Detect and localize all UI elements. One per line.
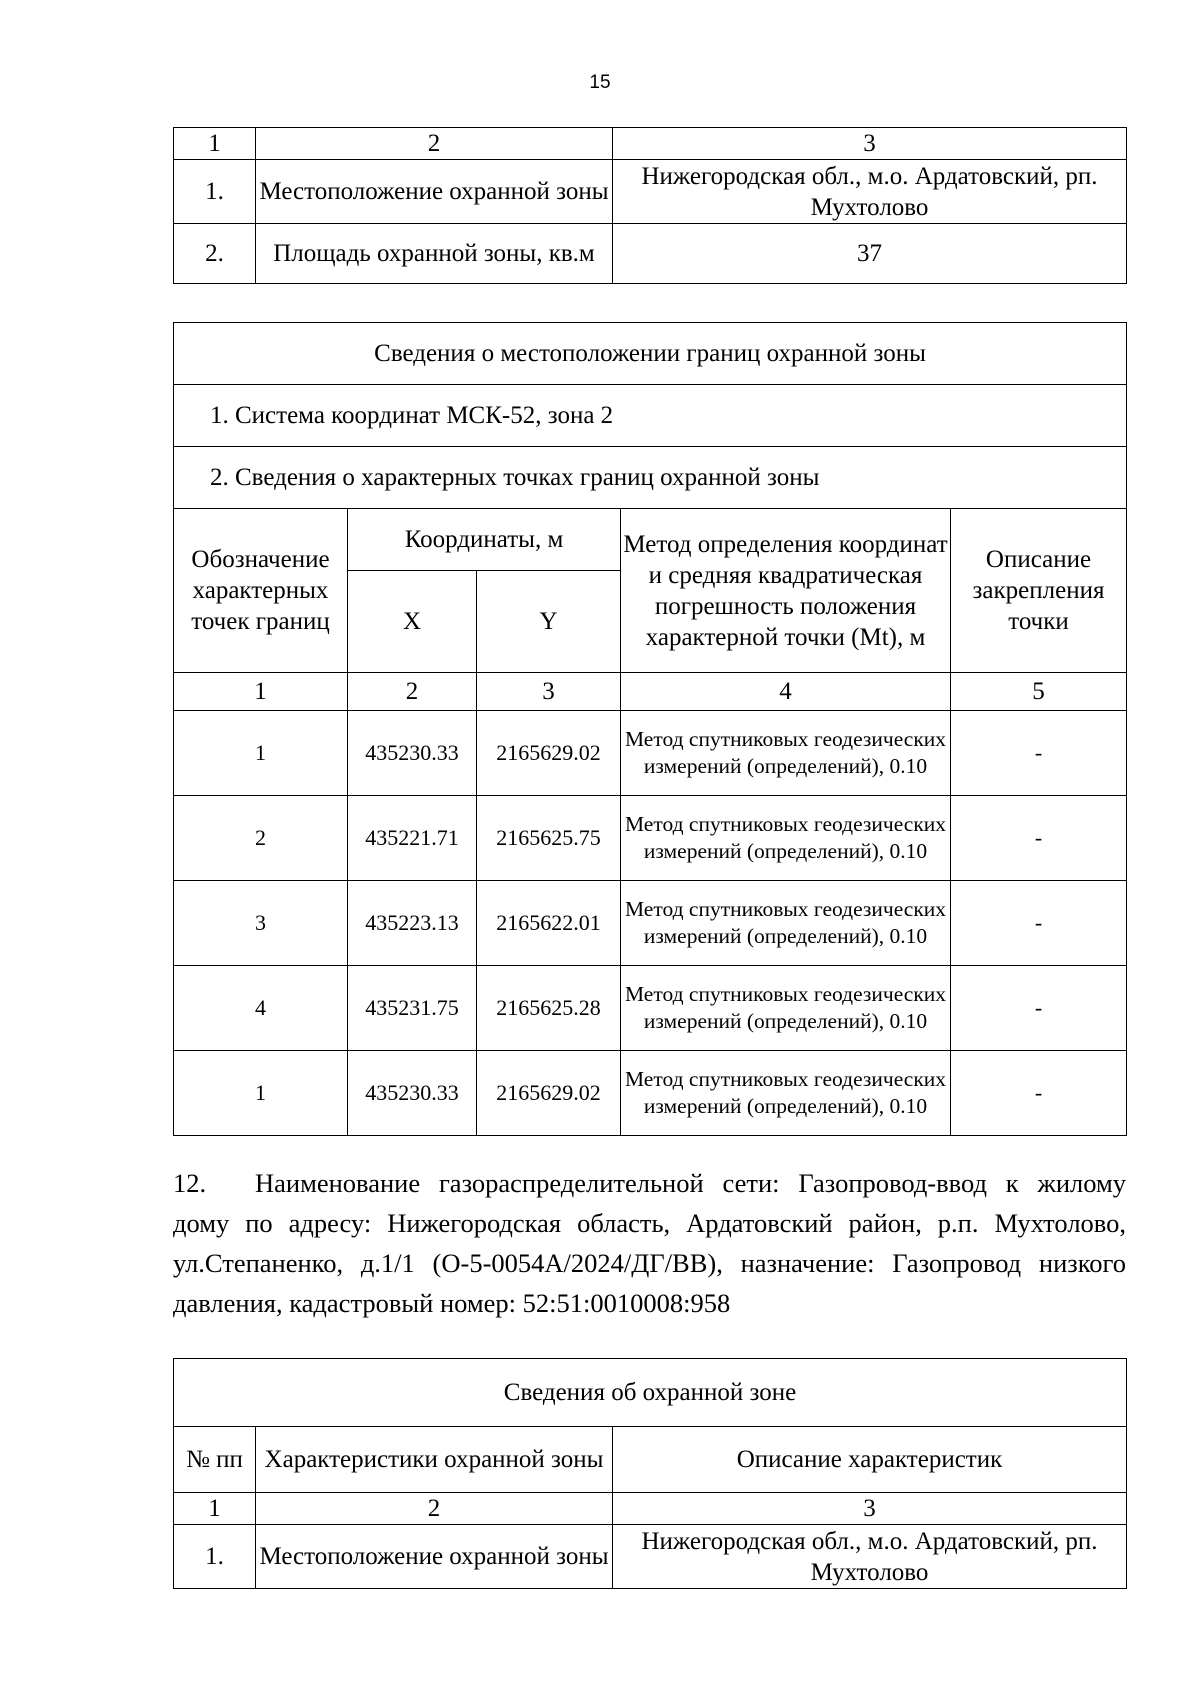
description-cell: Нижегородская обл., м.о. Ардатовский, рп. Мухтолово: [613, 160, 1127, 224]
column-number: 2: [256, 128, 613, 160]
column-number: 1: [174, 673, 348, 711]
method-cell: Метод спутниковых геодезических измерений (определений), 0.10: [621, 966, 951, 1051]
table-title: Сведения о местоположении границ охранной зоны: [174, 323, 1127, 385]
protection-zone-info-table: [173, 1358, 1127, 1589]
point-designation-header: Обозначение характерных точек границ: [174, 509, 348, 673]
header-row: [174, 509, 1127, 571]
column-number: 1: [174, 128, 256, 160]
section-paragraph: [173, 1163, 1126, 1323]
section-text: Наименование газораспределительной сети: Газопровод-ввод к жилому дому по адресу: Нижегородская область, Ардатовский район, р.п. Мухтолово, ул.Степаненко, д.1/1 (О-5-0054А/2024/ДГ/ВВ), назначение: Газопровод низкого давления, кадастровый номер: 52:51:0010008:958: [173, 1168, 1126, 1318]
table-title-row: [174, 1359, 1127, 1427]
column-numbers-row: [174, 1493, 1127, 1525]
table-row: [174, 881, 1127, 966]
table-row: [174, 711, 1127, 796]
y-header: Y: [477, 571, 621, 673]
method-cell: Метод спутниковых геодезических измерений (определений), 0.10: [621, 796, 951, 881]
x-cell: 435223.13: [348, 881, 477, 966]
y-cell: 2165625.28: [477, 966, 621, 1051]
method-cell: Метод спутниковых геодезических измерений (определений), 0.10: [621, 711, 951, 796]
protection-zone-info-table-continued: [173, 127, 1127, 284]
table-row: [174, 160, 1127, 224]
section-number: 12.: [173, 1168, 207, 1198]
y-cell: 2165622.01: [477, 881, 621, 966]
fixing-cell: -: [951, 711, 1127, 796]
point-cell: 4: [174, 966, 348, 1051]
point-cell: 1: [174, 1051, 348, 1136]
coordinate-system-row: [174, 385, 1127, 447]
column-number: 3: [613, 128, 1127, 160]
boundary-points-table: [173, 322, 1127, 1136]
number-header: № пп: [174, 1427, 256, 1493]
fixing-cell: -: [951, 1051, 1127, 1136]
column-number: 2: [348, 673, 477, 711]
characteristic-cell: Местоположение охранной зоны: [256, 1525, 613, 1589]
table-row: [174, 966, 1127, 1051]
column-number: 2: [256, 1493, 613, 1525]
table-row: [174, 1525, 1127, 1589]
y-cell: 2165625.75: [477, 796, 621, 881]
fixing-cell: -: [951, 881, 1127, 966]
method-header: Метод определения координат и средняя квадратическая погрешность положения характерной точки (Mt), м: [621, 509, 951, 673]
table-row: [174, 796, 1127, 881]
description-header: Описание характеристик: [613, 1427, 1127, 1493]
column-number: 1: [174, 1493, 256, 1525]
row-number: 1.: [174, 1525, 256, 1589]
coordinate-system: 1. Система координат МСК-52, зона 2: [174, 385, 1127, 447]
header-row: [174, 1427, 1127, 1493]
page-number: 15: [589, 72, 611, 93]
column-number: 3: [477, 673, 621, 711]
fixing-description-header: Описание закрепления точки: [951, 509, 1127, 673]
point-cell: 1: [174, 711, 348, 796]
column-numbers-row: [174, 128, 1127, 160]
characteristic-cell: Местоположение охранной зоны: [256, 160, 613, 224]
fixing-cell: -: [951, 966, 1127, 1051]
x-cell: 435230.33: [348, 711, 477, 796]
x-cell: 435230.33: [348, 1051, 477, 1136]
table-title: Сведения об охранной зоне: [174, 1359, 1127, 1427]
characteristic-header: Характеристики охранной зоны: [256, 1427, 613, 1493]
row-number: 1.: [174, 160, 256, 224]
column-number: 3: [613, 1493, 1127, 1525]
column-number: 5: [951, 673, 1127, 711]
table-row: [174, 224, 1127, 284]
point-cell: 2: [174, 796, 348, 881]
row-number: 2.: [174, 224, 256, 284]
description-cell: Нижегородская обл., м.о. Ардатовский, рп. Мухтолово: [613, 1525, 1127, 1589]
characteristic-cell: Площадь охранной зоны, кв.м: [256, 224, 613, 284]
method-cell: Метод спутниковых геодезических измерений (определений), 0.10: [621, 881, 951, 966]
points-title: 2. Сведения о характерных точках границ охранной зоны: [174, 447, 1127, 509]
column-number: 4: [621, 673, 951, 711]
x-cell: 435221.71: [348, 796, 477, 881]
point-cell: 3: [174, 881, 348, 966]
table-title-row: [174, 323, 1127, 385]
description-cell: 37: [613, 224, 1127, 284]
coordinates-header: Координаты, м: [348, 509, 621, 571]
y-cell: 2165629.02: [477, 1051, 621, 1136]
points-title-row: [174, 447, 1127, 509]
column-numbers-row: [174, 673, 1127, 711]
table-row: [174, 1051, 1127, 1136]
x-header: X: [348, 571, 477, 673]
method-cell: Метод спутниковых геодезических измерений (определений), 0.10: [621, 1051, 951, 1136]
y-cell: 2165629.02: [477, 711, 621, 796]
x-cell: 435231.75: [348, 966, 477, 1051]
fixing-cell: -: [951, 796, 1127, 881]
